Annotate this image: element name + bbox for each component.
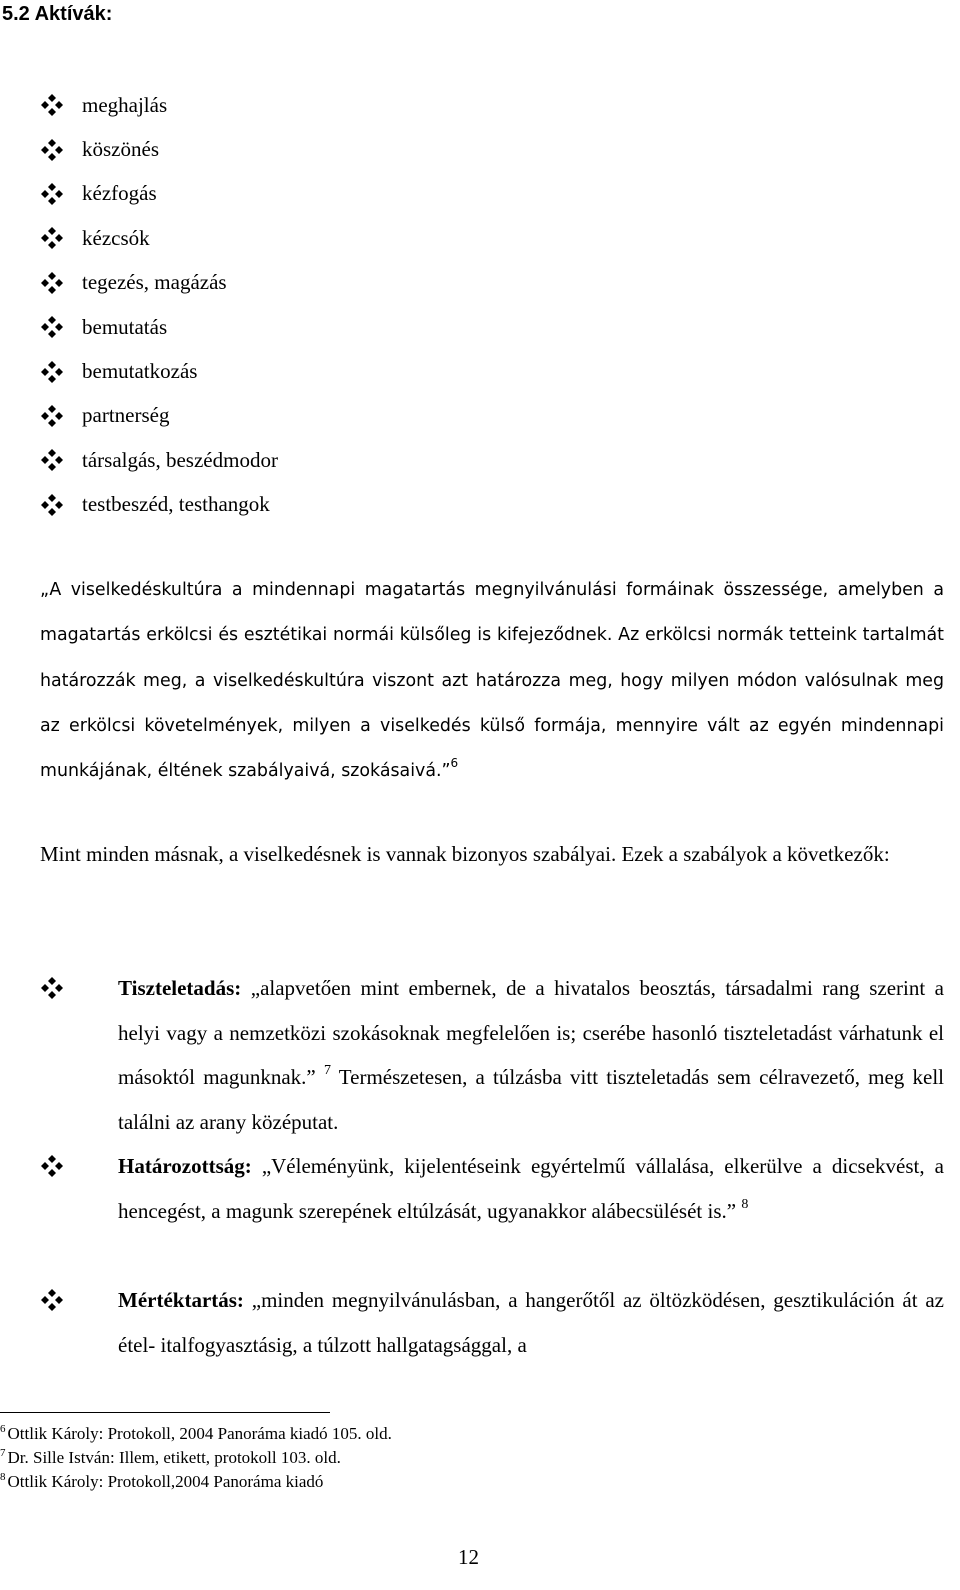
list-item: meghajlás: [40, 83, 278, 127]
footnote-ref[interactable]: 7: [323, 1063, 331, 1078]
list-item: Tiszteletadás: „alapvetően mint embernek, de a hivatalos beosztás, társadalmi rang szerint a helyi vagy a nemzetközi szokásoknak megfelelően is; cserébe hasonló tiszteletadást várhatunk el másoktól magunknak.” $^7$ Természetesen, a túlzásba vitt tiszteletadás sem célravezető, meg kell találni az arany középutat.: [40, 966, 944, 1144]
rule-term: Tiszteletadás:: [118, 976, 242, 1000]
footnote: $^8$ Ottlik Károly: Protokoll,2004 Panoráma kiadó: [0, 1471, 324, 1491]
section-heading: 5.2 Aktívák:: [2, 3, 113, 25]
intro-paragraph: Mint minden másnak, a viselkedésnek is vannak bizonyos szabályai. Ezek a szabályok a következők:: [40, 842, 890, 866]
four-diamond-bullet-icon: [40, 1288, 64, 1312]
rules-list: [40, 966, 944, 1368]
four-diamond-bullet-icon: [40, 404, 64, 428]
four-diamond-bullet-icon: [40, 493, 64, 517]
four-diamond-bullet-icon: [40, 976, 64, 1000]
four-diamond-bullet-icon: [40, 360, 64, 384]
list-item: partnerség: [40, 394, 278, 438]
list-item: Mértéktartás: „minden megnyilvánulásban, a hangerőtől az öltözködésen, gesztikuláción át az étel- italfogyasztásig, a túlzott hallgatagsággal, a: [40, 1278, 944, 1368]
list-item: Határozottság: „Véleményünk, kijelentéseink egyértelmű vállalása, elkerülve a dicsekvést, a hencegést, a magunk szerepének eltúlzását, ugyanakkor alábecsülését is.” $^8$: [40, 1144, 944, 1278]
list-item: bemutatkozás: [40, 349, 278, 393]
four-diamond-bullet-icon: [40, 182, 64, 206]
list-item: kézcsók: [40, 216, 278, 260]
footnote-ref[interactable]: 8: [741, 1196, 749, 1212]
list-item: köszönés: [40, 127, 278, 171]
footnote-ref[interactable]: 6: [450, 756, 459, 771]
four-diamond-bullet-icon: [40, 226, 64, 250]
footnote: $^6$ Ottlik Károly: Protokoll, 2004 Panoráma kiadó 105. old.: [0, 1423, 392, 1443]
four-diamond-bullet-icon: [40, 93, 64, 117]
rule-term: Határozottság:: [118, 1154, 252, 1178]
list-item: testbeszéd, testhangok: [40, 483, 278, 527]
four-diamond-bullet-icon: [40, 271, 64, 295]
rule-term: Mértéktartás:: [118, 1288, 244, 1312]
four-diamond-bullet-icon: [40, 315, 64, 339]
page-number: 12: [458, 1545, 479, 1569]
footnote: $^7$ Dr. Sille István: Illem, etikett, protokoll 103. old.: [0, 1447, 341, 1467]
list-item: kézfogás: [40, 172, 278, 216]
four-diamond-bullet-icon: [40, 1154, 64, 1178]
footnote-divider: [0, 1412, 330, 1413]
list-item: társalgás, beszédmodor: [40, 438, 278, 482]
list-item: tegezés, magázás: [40, 261, 278, 305]
footnotes: [0, 1422, 392, 1494]
quote-paragraph: „A viselkedéskultúra a mindennapi magatartás megnyilvánulási formáinak összessége, amelyben a magatartás erkölcsi és esztétikai normái külsőleg is kifejeződnek. Az erkölcsi normák tetteink tartalmát határozzák meg, a viselkedéskultúra viszont azt határozza meg, hogy milyen módon valósulnak meg az erkölcsi követelmények, milyen a viselkedés külső formája, mennyire vált az egyén mindennapi munkájának, éltének szabályaivá, szokásaivá.”$^6$: [40, 580, 944, 782]
four-diamond-bullet-icon: [40, 138, 64, 162]
list-item: bemutatás: [40, 305, 278, 349]
four-diamond-bullet-icon: [40, 448, 64, 472]
activity-list: [40, 83, 278, 527]
